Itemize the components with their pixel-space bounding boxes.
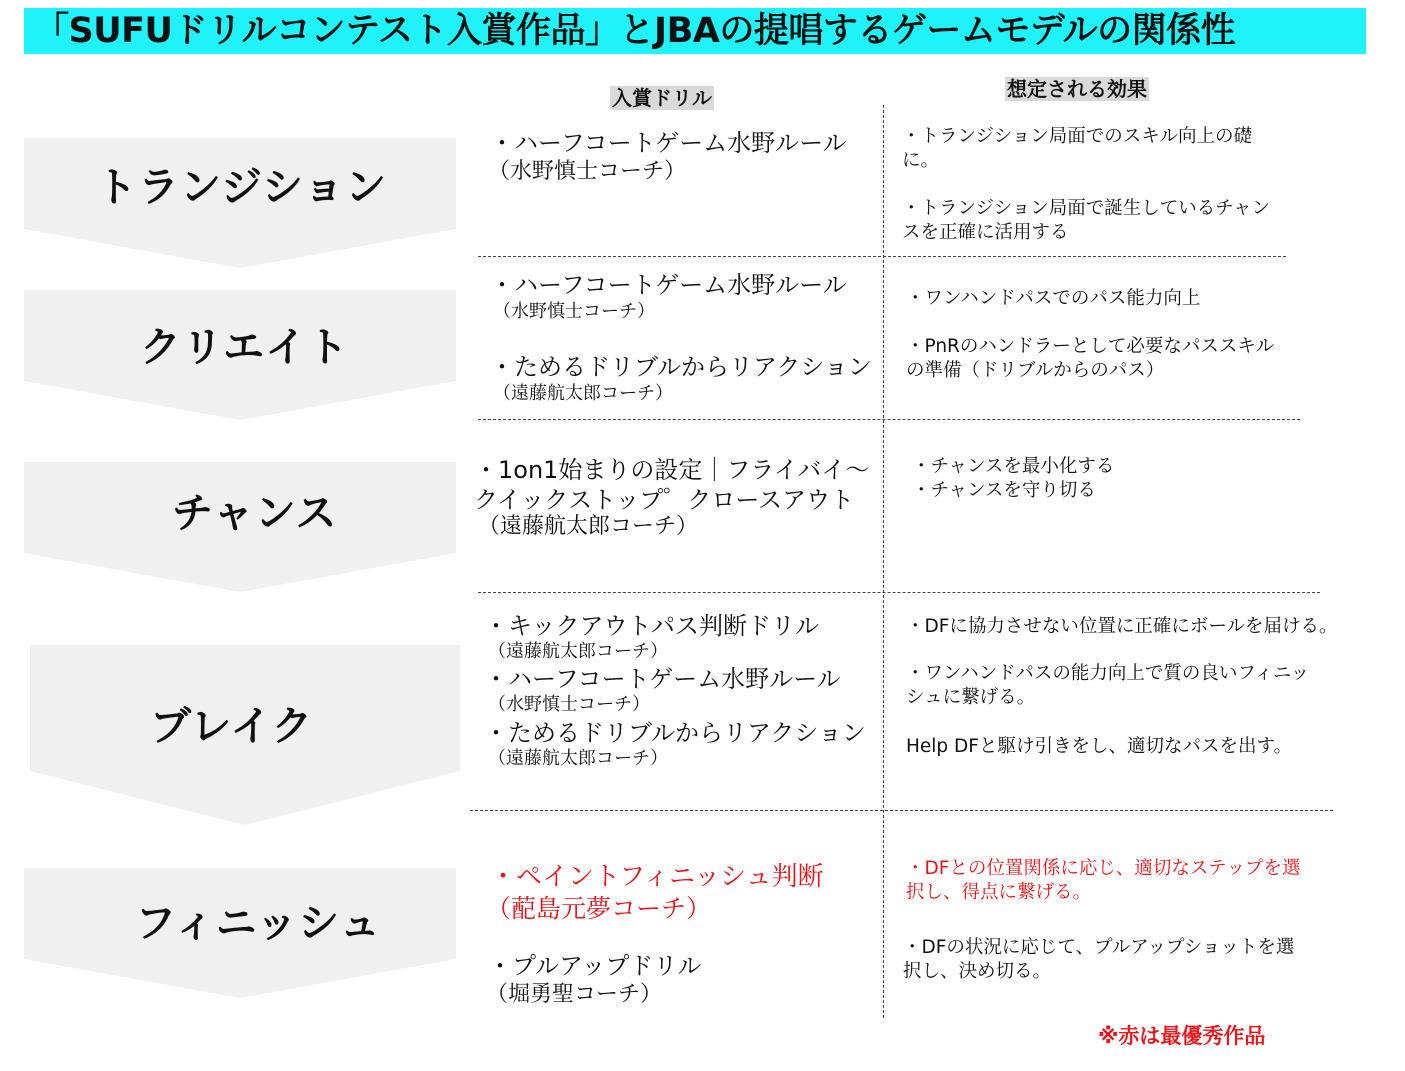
column-divider: [883, 105, 884, 1018]
effect-text: ・チャンスを最小化する: [912, 456, 1115, 477]
drill-item: ・キックアウトパス判断ドリル: [484, 612, 820, 640]
legend-note: ※赤は最優秀作品: [1098, 1024, 1266, 1048]
effects-column-header: 想定される効果: [1007, 77, 1147, 101]
row-divider: [470, 810, 1333, 811]
effect-text: ・トランジション局面で誕生しているチャン: [902, 198, 1271, 219]
drill-coach: （遠藤航太郎コーチ）: [488, 641, 668, 662]
drill-coach: （遠藤航太郎コーチ）: [493, 383, 673, 404]
phase-label-finish: フィニッシュ: [135, 899, 382, 947]
phase-label-create: クリエイト: [140, 323, 350, 371]
drill-coach: （堀勇聖コーチ）: [486, 982, 663, 1007]
drills-column-header: 入賞ドリル: [612, 86, 712, 110]
row-divider: [478, 592, 1320, 593]
effect-text: ・DFに協力させない位置に正確にボールを届ける。: [906, 616, 1338, 637]
phase-label-break: ブレイク: [150, 702, 314, 750]
row-divider: [478, 256, 1286, 257]
effect-text: ・PnRのハンドラーとして必要なパススキル: [906, 336, 1275, 357]
award-effect-text: ・DFとの位置関係に応じ、適切なステップを選: [906, 858, 1301, 879]
drill-item: ・ためるドリブルからリアクション: [484, 719, 866, 747]
drill-item: ・ハーフコートゲーム水野ルール: [490, 271, 847, 299]
award-drill-coach: （蓜島元夢コーチ）: [486, 894, 712, 923]
drill-coach: （遠藤航太郎コーチ）: [478, 514, 699, 539]
effect-text: 択し、決め切る。: [903, 961, 1052, 982]
drill-item: ・ハーフコートゲーム水野ルール: [484, 665, 841, 693]
row-divider: [478, 419, 1300, 420]
drill-coach: （水野慎士コーチ）: [488, 694, 650, 715]
award-effect-text: 択し、得点に繋げる。: [906, 882, 1092, 903]
drill-item: ・プルアップドリル: [488, 952, 702, 980]
page-title: 「SUFUドリルコンテスト入賞作品」とJBAの提唱するゲームモデルの関係性: [24, 8, 1366, 54]
effect-text: ・チャンスを守り切る: [912, 480, 1096, 501]
drill-item: ・ハーフコートゲーム水野ルール: [490, 129, 847, 157]
award-drill-item: ・ペイントフィニッシュ判断: [490, 862, 824, 892]
drill-coach: （水野慎士コーチ）: [493, 301, 655, 322]
effect-text: シュに繋げる。: [906, 687, 1036, 708]
effect-text: ・DFの状況に応じて、プルアップショットを選: [903, 937, 1295, 958]
drill-coach: （水野慎士コーチ）: [488, 159, 687, 184]
effect-text: Help DFと駆け引きをし、適切なパスを出す。: [906, 736, 1292, 757]
effect-text: ・トランジション局面でのスキル向上の礎: [902, 126, 1253, 147]
effect-text: ・ワンハンドパスの能力向上で質の良いフィニッ: [906, 663, 1310, 684]
drill-coach: （遠藤航太郎コーチ）: [488, 748, 668, 769]
drill-item: ・1on1始まりの設定｜フライバイ～: [474, 456, 870, 484]
phase-label-transition: トランジション: [96, 163, 388, 211]
effect-text: の準備（ドリブルからのパス）: [906, 360, 1165, 381]
drill-item: ・ためるドリブルからリアクション: [490, 353, 872, 381]
phase-label-chance: チャンス: [172, 489, 338, 537]
effect-text: ・ワンハンドパスでのパス能力向上: [906, 288, 1201, 309]
effect-text: スを正確に活用する: [902, 222, 1069, 243]
drill-item: クイックストップ゜クロースアウト: [474, 486, 855, 514]
effect-text: に。: [902, 150, 940, 171]
